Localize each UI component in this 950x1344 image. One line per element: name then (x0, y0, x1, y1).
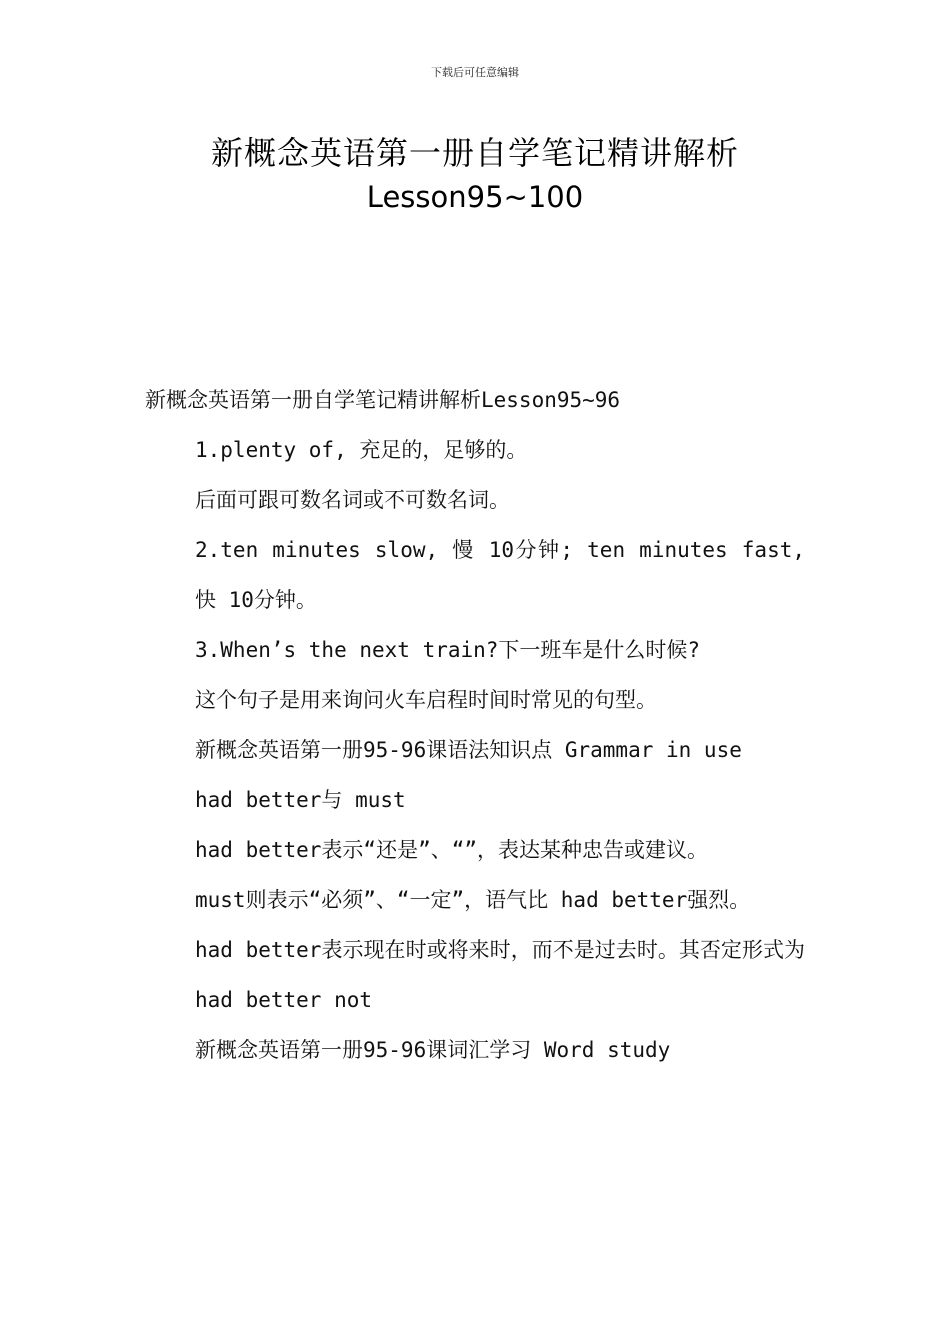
grammar-had-better: had better表示“还是”、“”，表达某种忠告或建议。 (195, 838, 709, 862)
document-subtitle: Lesson95~100 (366, 180, 584, 214)
note-ten-minutes: 2.ten minutes slow, 慢 10分钟; ten minutes fast, 快 10分钟。 (195, 538, 805, 612)
note-plenty-of-usage: 后面可跟可数名词或不可数名词。 (195, 488, 510, 512)
grammar-topic: had better与 must (195, 788, 406, 812)
grammar-heading: 新概念英语第一册95-96课语法知识点 Grammar in use (195, 738, 742, 762)
note-next-train-usage: 这个句子是用来询问火车启程时间时常见的句型。 (195, 688, 657, 712)
grammar-must: must则表示“必须”、“一定”，语气比 had better强烈。 (195, 888, 751, 912)
grammar-had-better-tense: had better表示现在时或将来时，而不是过去时。其否定形式为 had better not (195, 938, 805, 1012)
section-heading-95-96: 新概念英语第一册自学笔记精讲解析Lesson95~96 (145, 388, 621, 412)
page-header-note: 下载后可任意编辑 (431, 66, 519, 79)
document-title: 新概念英语第一册自学笔记精讲解析 (210, 134, 739, 172)
note-plenty-of: 1.plenty of, 充足的，足够的。 (195, 438, 528, 462)
word-study-heading: 新概念英语第一册95-96课词汇学习 Word study (195, 1038, 671, 1062)
document-body (145, 375, 805, 1075)
note-next-train: 3.When’s the next train?下一班车是什么时候? (195, 638, 701, 662)
